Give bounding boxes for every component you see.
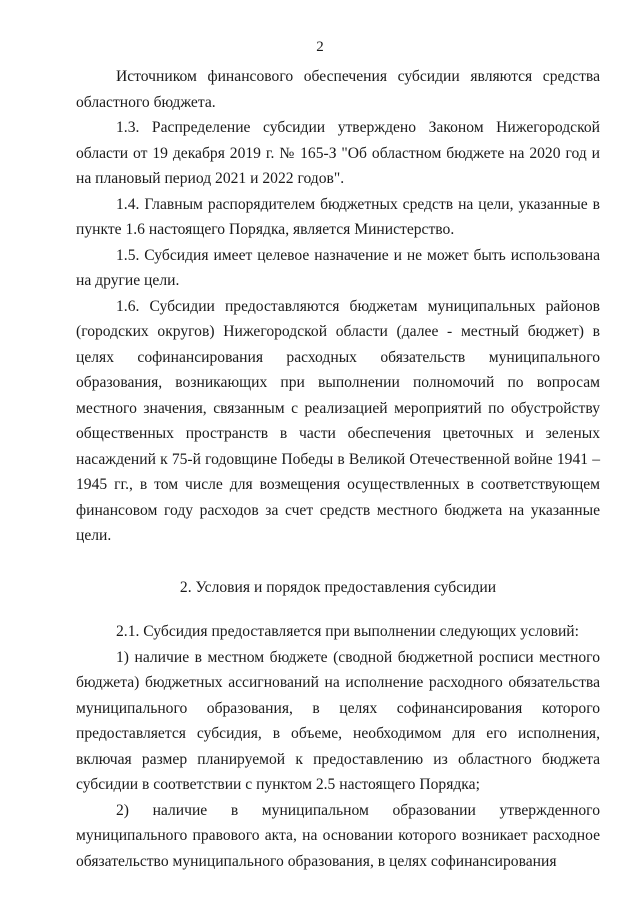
paragraph-2-1: 2.1. Субсидия предоставляется при выполнении следующих условий: [116, 623, 579, 640]
paragraph-funding-source: Источником финансового обеспечения субсидии являются средства областного бюджета. [76, 68, 600, 111]
paragraph-1-3: 1.3. Распределение субсидии утверждено Законом Нижегородской области от 19 декабря 2019 г. № 165-З "Об областном бюджете на 2020 год и на плановый период 2021 и 2022 годов". [76, 119, 600, 187]
section-heading: 2. Условия и порядок предоставления субсидии [179, 578, 497, 596]
paragraph-1-5: 1.5. Субсидия имеет целевое назначение и не может быть использована на другие цели. [76, 246, 600, 289]
page-number: 2 [316, 39, 324, 55]
paragraph-1-6: 1.6. Субсидии предоставляются бюджетам муниципальных районов (городских округов) Нижегородской области (далее - местный бюджет) в целях софинансирования расходных обязательств муниципального образования, возникающих при выполнении полномочий по вопросам местного значения, связанным с реализацией мероприятий по обустройству общественных пространств в части обеспечения цветочных и зеленых насаждений к 75-й годовщине Победы в Великой Отечественной войне 1941 – 1945 гг., в том числе для возмещения осуществленных в соответствующем финансовом году расходов за счет средств местного бюджета на указанные цели. [76, 297, 600, 544]
paragraph-2-1-item-2: 2) наличие в муниципальном образовании утвержденного муниципального правового акта, на основании которого возникает расходное обязательство муниципального образования, в целях софинансирования [76, 801, 600, 870]
document-body [76, 64, 600, 874]
paragraph-2-1-item-1: 1) наличие в местном бюджете (сводной бюджетной росписи местного бюджета) бюджетных ассигнований на исполнение расходного обязательства муниципального образования, в целях софинансирования которого предоставляется субсидия, в объеме, необходимом для его исполнения, включая размер планируемой к предоставлению из областного бюджета субсидии в соответствии с пунктом 2.5 настоящего Порядка; [76, 648, 600, 793]
paragraph-1-4: 1.4. Главным распорядителем бюджетных средств на цели, указанные в пункте 1.6 настоящего Порядка, является Министерство. [76, 195, 600, 238]
